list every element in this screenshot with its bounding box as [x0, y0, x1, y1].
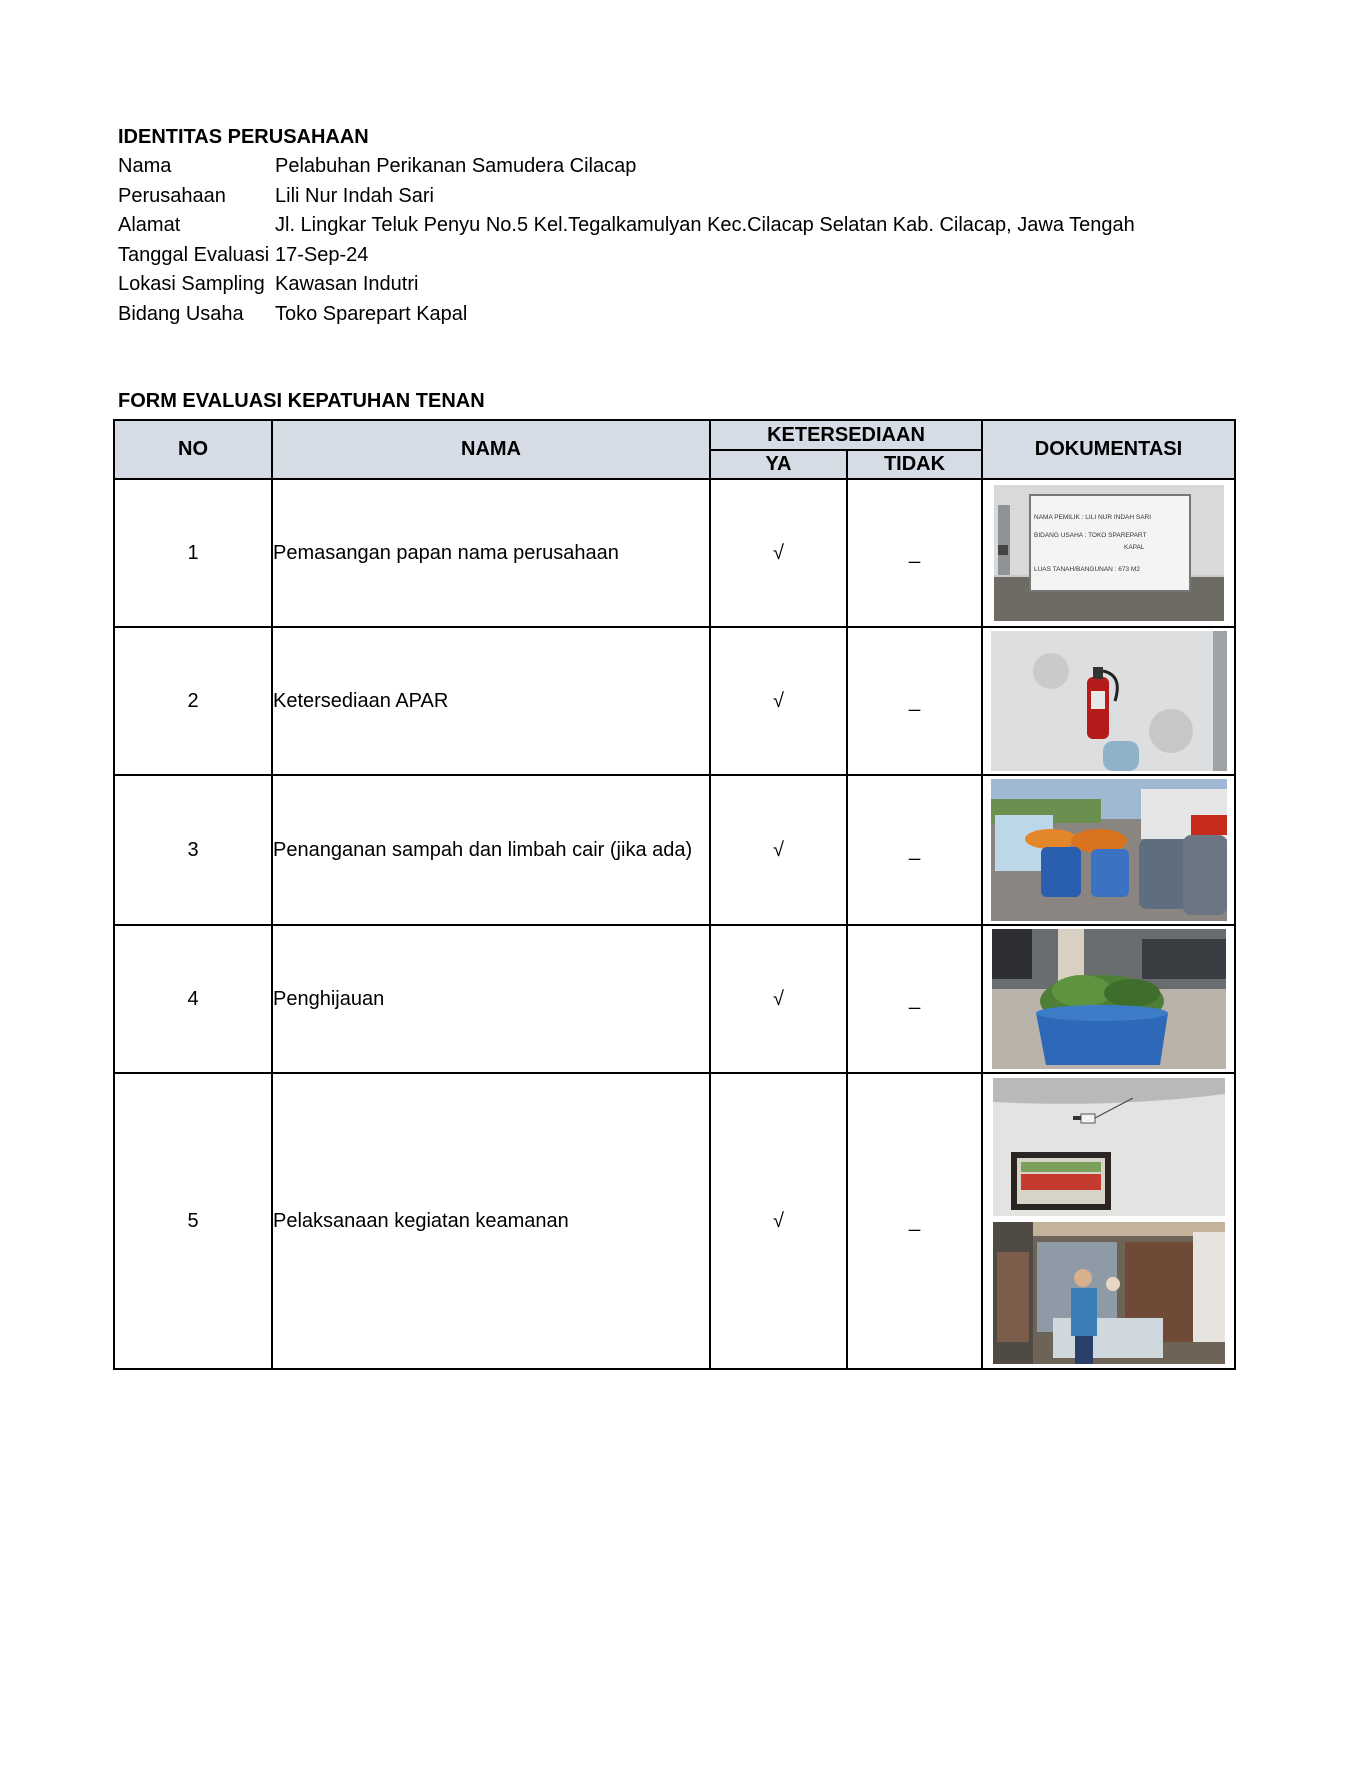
row-nama: Pelaksanaan kegiatan keamanan	[272, 1073, 710, 1369]
row-ya-check: √	[710, 775, 847, 925]
table-row	[114, 627, 1235, 775]
row-dokumentasi	[982, 1073, 1235, 1369]
row-ya-check: √	[710, 627, 847, 775]
cctv-camera-photo	[993, 1078, 1225, 1216]
identity-label: Bidang Usaha	[118, 302, 244, 325]
row-ya-check: √	[710, 1073, 847, 1369]
row-tidak-mark: _	[847, 627, 982, 775]
greenery-planter-photo	[992, 929, 1226, 1069]
identity-row-perusahaan	[118, 182, 1135, 212]
row-ya-check: √	[710, 479, 847, 627]
identity-title: IDENTITAS PERUSAHAAN	[118, 126, 369, 148]
row-dokumentasi	[982, 775, 1235, 925]
row-dokumentasi	[982, 627, 1235, 775]
company-identity-section	[118, 122, 1135, 330]
table-row	[114, 1073, 1235, 1369]
waste-bins-photo	[991, 779, 1227, 921]
row-no: 1	[114, 479, 272, 627]
identity-row-nama	[118, 152, 1135, 182]
row-no: 3	[114, 775, 272, 925]
header-tidak: TIDAK	[847, 450, 982, 479]
form-title: FORM EVALUASI KEPATUHAN TENAN	[118, 390, 485, 412]
row-dokumentasi	[982, 479, 1235, 627]
row-nama: Pemasangan papan nama perusahaan	[272, 479, 710, 627]
identity-label: Tanggal Evaluasi	[118, 243, 270, 266]
identity-row-bidang	[118, 300, 1135, 330]
table-row	[114, 479, 1235, 627]
identity-value: Toko Sparepart Kapal	[275, 302, 468, 325]
row-nama: Ketersediaan APAR	[272, 627, 710, 775]
store-security-photo	[993, 1222, 1225, 1364]
identity-row-lokasi	[118, 270, 1135, 300]
row-nama: Penghijauan	[272, 925, 710, 1073]
identity-label: Lokasi Sampling	[118, 273, 265, 296]
row-ya-check: √	[710, 925, 847, 1073]
table-row	[114, 925, 1235, 1073]
identity-value: Kawasan Indutri	[275, 273, 419, 296]
identity-value: Jl. Lingkar Teluk Penyu No.5 Kel.Tegalkamulyan Kec.Cilacap Selatan Kab. Cilacap, Jawa Tengah	[275, 214, 1135, 237]
signboard-photo	[994, 485, 1224, 621]
row-tidak-mark: _	[847, 925, 982, 1073]
row-no: 5	[114, 1073, 272, 1369]
evaluation-table	[113, 419, 1236, 1370]
header-dokumentasi: DOKUMENTASI	[982, 420, 1235, 479]
signboard-line: KAPAL	[1123, 544, 1144, 551]
header-nama: NAMA	[272, 420, 710, 479]
identity-label: Nama	[118, 155, 172, 177]
identity-row-alamat	[118, 211, 1135, 241]
row-no: 4	[114, 925, 272, 1073]
signboard-line: NAMA PEMILIK : LILI NUR INDAH SARI	[1033, 514, 1151, 521]
table-row	[114, 775, 1235, 925]
header-ya: YA	[710, 450, 847, 479]
fire-extinguisher-photo	[991, 631, 1227, 771]
header-no: NO	[114, 420, 272, 479]
row-nama: Penanganan sampah dan limbah cair (jika ada)	[272, 775, 710, 925]
row-tidak-mark: _	[847, 1073, 982, 1369]
identity-label: Alamat	[118, 214, 181, 237]
identity-value: 17-Sep-24	[275, 243, 369, 266]
signboard-line: BIDANG USAHA : TOKO SPAREPART	[1033, 532, 1146, 539]
identity-label: Perusahaan	[118, 184, 226, 207]
signboard-line: LUAS TANAH/BANGUNAN : 673 M2	[1033, 566, 1140, 573]
identity-row-tanggal	[118, 241, 1135, 271]
row-tidak-mark: _	[847, 479, 982, 627]
row-no: 2	[114, 627, 272, 775]
row-tidak-mark: _	[847, 775, 982, 925]
identity-value: Lili Nur Indah Sari	[275, 184, 434, 207]
header-ketersediaan: KETERSEDIAAN	[710, 420, 982, 450]
identity-value: Pelabuhan Perikanan Samudera Cilacap	[275, 155, 637, 177]
row-dokumentasi	[982, 925, 1235, 1073]
